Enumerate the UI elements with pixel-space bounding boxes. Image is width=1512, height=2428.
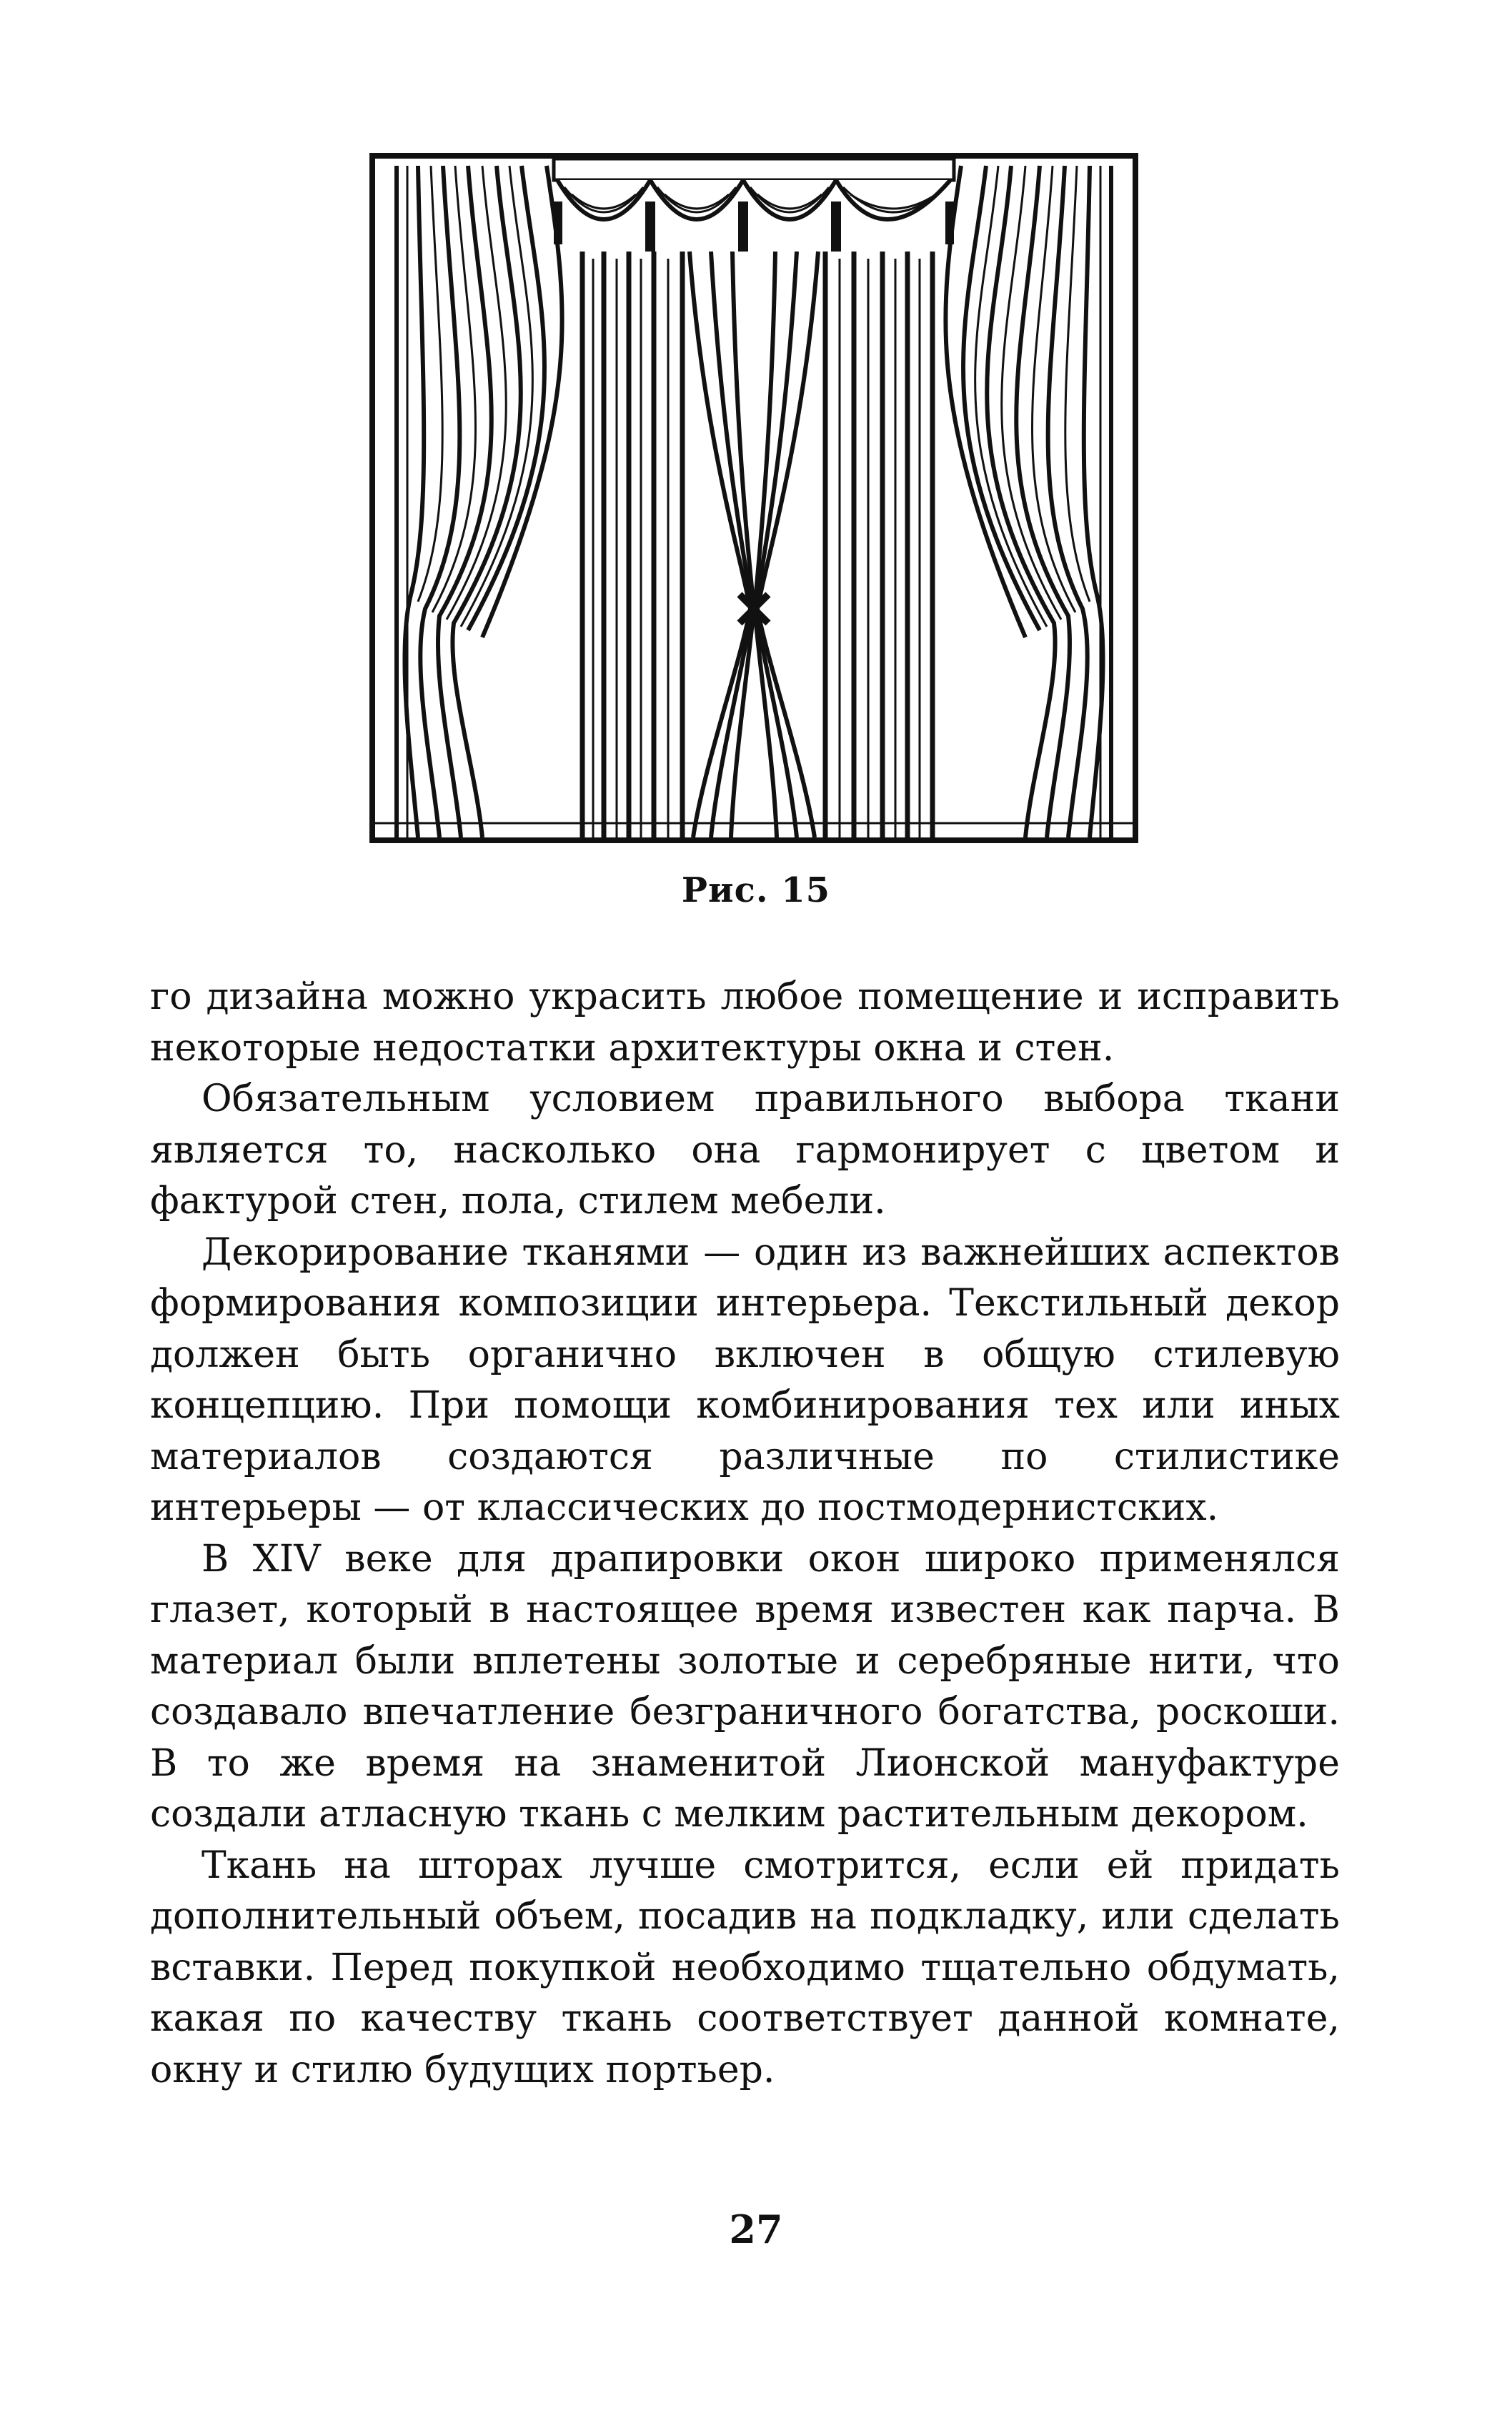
paragraph: Декорирование тканями — один из важнейших аспектов формирования композиции интерьера. Текстильный декор должен быть органично включен в общую стилевую концепцию. При помощи комбинирования тех или иных материалов создаются различные по стилистике интерьеры — от классических до постмодернистских.	[150, 1230, 1340, 1529]
figure-caption: Рис. 15	[681, 870, 831, 910]
body-text	[150, 972, 1340, 2096]
paragraph: Ткань на шторах лучше смотрится, если ей придать дополнительный объем, посадив на подкладку, или сделать вставки. Перед покупкой необходимо тщательно обдумать, какая по качеству ткань соответствует данной комнате, окну и стилю будущих портьер.	[150, 1844, 1340, 2091]
paragraph: Обязательным условием правильного выбора ткани является то, насколько она гармонирует с цветом и фактурой стен, пола, стилем мебели.	[150, 1078, 1340, 1223]
curtain-illustration	[368, 151, 1140, 845]
paragraph: го дизайна можно украсить любое помещение и исправить некоторые недостатки архитектуры окна и стен.	[150, 975, 1340, 1070]
paragraph: В XIV веке для драпировки окон широко применялся глазет, который в настоящее время известен как парча. В материал были вплетены золотые и серебряные нити, что создавало впечатление безграничного богатства, роскоши. В то же время на знаменитой Лионской мануфактуре создали атласную ткань с мелким растительным декором.	[150, 1537, 1340, 1836]
curtain-drapery-icon	[368, 151, 1140, 845]
page-number: 27	[729, 2206, 783, 2252]
